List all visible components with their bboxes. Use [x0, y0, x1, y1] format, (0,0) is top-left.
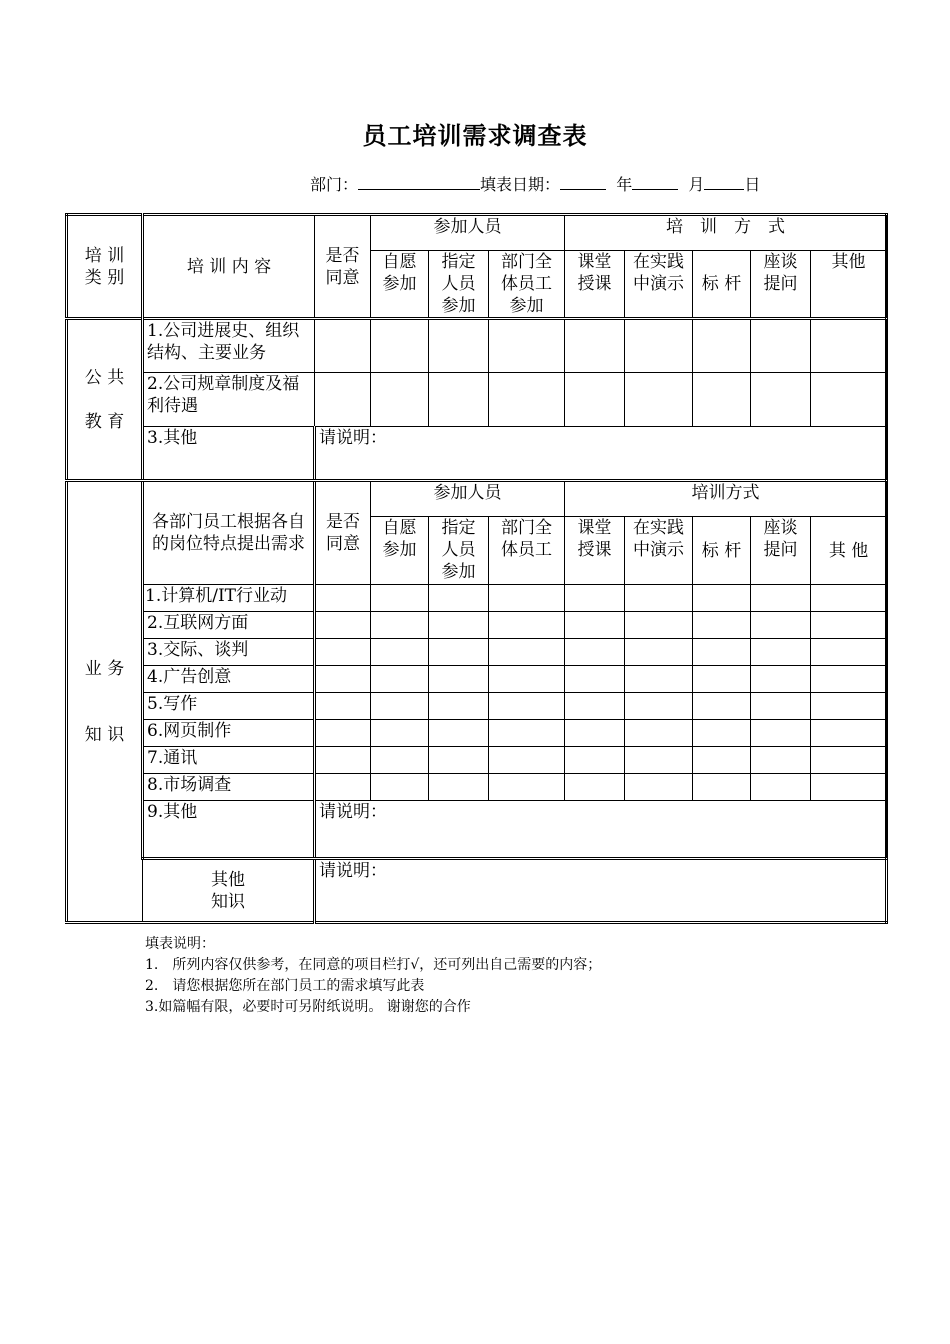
category-public: 公 共 教 育	[67, 319, 143, 481]
business-item-5: 5.写作	[143, 693, 315, 720]
business-item-2-all-staff[interactable]	[489, 612, 565, 639]
business-item-7-assigned[interactable]	[429, 747, 489, 774]
business-item-2: 2.互联网方面	[143, 612, 315, 639]
header-content: 培 训 内 容	[143, 215, 315, 319]
business-item-3-voluntary[interactable]	[371, 639, 429, 666]
business-item-1-assigned[interactable]	[429, 585, 489, 612]
public-item-2-discussion[interactable]	[751, 373, 811, 427]
business-item-1-other[interactable]	[811, 585, 887, 612]
business-col-classroom: 课堂 授课	[565, 517, 625, 585]
year-label: 年	[616, 175, 633, 194]
col-benchmark: 标 杆	[693, 251, 751, 319]
year-field[interactable]	[560, 175, 606, 190]
note-item: 2. 请您根据您所在部门员工的需求填写此表	[145, 978, 425, 994]
business-item-7-other[interactable]	[811, 747, 887, 774]
business-header-participants: 参加人员	[371, 481, 565, 517]
business-col-discussion: 座谈 提问	[751, 517, 811, 585]
business-item-4-classroom[interactable]	[565, 666, 625, 693]
business-item-3-assigned[interactable]	[429, 639, 489, 666]
business-header-method: 培训方式	[565, 481, 887, 517]
business-item-5-assigned[interactable]	[429, 693, 489, 720]
business-item-5-benchmark[interactable]	[693, 693, 751, 720]
business-item-4-assigned[interactable]	[429, 666, 489, 693]
business-item-6-all-staff[interactable]	[489, 720, 565, 747]
day-field[interactable]	[704, 175, 744, 190]
business-item-3-other[interactable]	[811, 639, 887, 666]
business-item-8-voluntary[interactable]	[371, 774, 429, 801]
public-item-2-benchmark[interactable]	[693, 373, 751, 427]
category-business: 业 务 知 识	[67, 481, 143, 923]
date-label: 填表日期：	[480, 175, 561, 194]
business-item-7-practice[interactable]	[625, 747, 693, 774]
public-item-1-all-staff[interactable]	[489, 319, 565, 373]
department-field[interactable]	[358, 175, 480, 190]
business-item-4-agree[interactable]	[315, 666, 371, 693]
business-item-1-classroom[interactable]	[565, 585, 625, 612]
business-item-2-classroom[interactable]	[565, 612, 625, 639]
business-item-2-discussion[interactable]	[751, 612, 811, 639]
business-item-3-benchmark[interactable]	[693, 639, 751, 666]
day-label: 日	[744, 175, 761, 194]
business-item-7-agree[interactable]	[315, 747, 371, 774]
public-item-3: 3.其他	[143, 427, 315, 481]
public-explain-field[interactable]: 请说明：	[315, 427, 887, 481]
business-item-2-voluntary[interactable]	[371, 612, 429, 639]
business-item-2-agree[interactable]	[315, 612, 371, 639]
business-col-practice: 在实践 中演示	[625, 517, 693, 585]
note-item: 1. 所列内容仅供参考，在同意的项目栏打√，还可列出自己需要的内容；	[145, 957, 602, 973]
public-item-1-discussion[interactable]	[751, 319, 811, 373]
business-item-8-other[interactable]	[811, 774, 887, 801]
public-item-1-practice[interactable]	[625, 319, 693, 373]
business-item-7-benchmark[interactable]	[693, 747, 751, 774]
header-category: 培 训 类 别	[67, 215, 143, 319]
category-other: 其他 知识	[143, 859, 315, 923]
public-item-2-agree[interactable]	[315, 373, 371, 427]
form-notes	[145, 934, 601, 1018]
business-item-6-assigned[interactable]	[429, 720, 489, 747]
public-item-2-all-staff[interactable]	[489, 373, 565, 427]
business-item-6-practice[interactable]	[625, 720, 693, 747]
public-item-2-voluntary[interactable]	[371, 373, 429, 427]
business-item-4-all-staff[interactable]	[489, 666, 565, 693]
business-item-8-assigned[interactable]	[429, 774, 489, 801]
business-item-3-agree[interactable]	[315, 639, 371, 666]
business-item-5-practice[interactable]	[625, 693, 693, 720]
header-method: 培 训 方 式	[565, 215, 887, 251]
business-item-3-discussion[interactable]	[751, 639, 811, 666]
business-item-8-practice[interactable]	[625, 774, 693, 801]
business-item-6-benchmark[interactable]	[693, 720, 751, 747]
business-item-2-benchmark[interactable]	[693, 612, 751, 639]
business-item-6-agree[interactable]	[315, 720, 371, 747]
public-item-2-assigned[interactable]	[429, 373, 489, 427]
business-col-voluntary: 自愿 参加	[371, 517, 429, 585]
business-item-3-all-staff[interactable]	[489, 639, 565, 666]
business-item-1-practice[interactable]	[625, 585, 693, 612]
public-item-1-voluntary[interactable]	[371, 319, 429, 373]
business-item-6-voluntary[interactable]	[371, 720, 429, 747]
business-intro: 各部门员工根据各自的岗位特点提出需求	[143, 481, 315, 585]
business-item-1: 1.计算机/IT行业动	[143, 585, 315, 612]
business-item-3-classroom[interactable]	[565, 639, 625, 666]
public-item-2-other[interactable]	[811, 373, 887, 427]
business-col-assigned: 指定 人员 参加	[429, 517, 489, 585]
business-item-4-benchmark[interactable]	[693, 666, 751, 693]
public-item-1: 1.公司进展史、组织结构、主要业务	[143, 319, 315, 373]
business-item-8-discussion[interactable]	[751, 774, 811, 801]
business-item-4-voluntary[interactable]	[371, 666, 429, 693]
public-item-1-other[interactable]	[811, 319, 887, 373]
business-item-8-benchmark[interactable]	[693, 774, 751, 801]
business-item-1-agree[interactable]	[315, 585, 371, 612]
business-item-1-all-staff[interactable]	[489, 585, 565, 612]
business-item-2-assigned[interactable]	[429, 612, 489, 639]
col-classroom: 课堂 授课	[565, 251, 625, 319]
business-item-5-classroom[interactable]	[565, 693, 625, 720]
business-item-5-all-staff[interactable]	[489, 693, 565, 720]
business-item-6-other[interactable]	[811, 720, 887, 747]
header-agree: 是否 同意	[315, 215, 371, 319]
col-discussion: 座谈 提问	[751, 251, 811, 319]
business-item-6: 6.网页制作	[143, 720, 315, 747]
notes-heading: 填表说明：	[145, 936, 215, 952]
col-voluntary: 自愿 参加	[371, 251, 429, 319]
business-item-8-classroom[interactable]	[565, 774, 625, 801]
month-field[interactable]	[632, 175, 678, 190]
business-item-4: 4.广告创意	[143, 666, 315, 693]
business-item-5-voluntary[interactable]	[371, 693, 429, 720]
note-item: 3.如篇幅有限，必要时可另附纸说明。 谢谢您的合作	[145, 999, 471, 1015]
col-all-staff: 部门全 体员工 参加	[489, 251, 565, 319]
business-col-benchmark: 标 杆	[693, 517, 751, 585]
public-item-1-assigned[interactable]	[429, 319, 489, 373]
business-item-7-all-staff[interactable]	[489, 747, 565, 774]
other-explain-field[interactable]: 请说明：	[315, 859, 887, 923]
public-item-1-benchmark[interactable]	[693, 319, 751, 373]
business-item-7: 7.通讯	[143, 747, 315, 774]
public-item-1-classroom[interactable]	[565, 319, 625, 373]
month-label: 月	[688, 175, 705, 194]
public-item-2: 2.公司规章制度及福利待遇	[143, 373, 315, 427]
business-header-agree: 是否 同意	[315, 481, 371, 585]
business-item-9: 9.其他	[143, 801, 315, 859]
business-item-6-classroom[interactable]	[565, 720, 625, 747]
col-other: 其他	[811, 251, 887, 319]
survey-table	[65, 213, 888, 924]
business-explain-field[interactable]: 请说明：	[315, 801, 887, 859]
business-item-8-agree[interactable]	[315, 774, 371, 801]
business-item-6-discussion[interactable]	[751, 720, 811, 747]
business-item-4-practice[interactable]	[625, 666, 693, 693]
form-meta	[310, 172, 760, 195]
business-item-4-other[interactable]	[811, 666, 887, 693]
business-item-8-all-staff[interactable]	[489, 774, 565, 801]
public-item-1-agree[interactable]	[315, 319, 371, 373]
business-item-7-discussion[interactable]	[751, 747, 811, 774]
col-practice: 在实践 中演示	[625, 251, 693, 319]
department-label: 部门：	[310, 175, 359, 194]
business-item-7-classroom[interactable]	[565, 747, 625, 774]
business-item-2-practice[interactable]	[625, 612, 693, 639]
business-item-3-practice[interactable]	[625, 639, 693, 666]
form-title: 员工培训需求调查表	[362, 122, 588, 150]
business-item-3: 3.交际、谈判	[143, 639, 315, 666]
business-col-other: 其 他	[811, 517, 887, 585]
business-item-5-other[interactable]	[811, 693, 887, 720]
business-item-5-agree[interactable]	[315, 693, 371, 720]
business-item-8: 8.市场调查	[143, 774, 315, 801]
business-item-4-discussion[interactable]	[751, 666, 811, 693]
business-item-5-discussion[interactable]	[751, 693, 811, 720]
business-item-2-other[interactable]	[811, 612, 887, 639]
public-item-2-classroom[interactable]	[565, 373, 625, 427]
business-col-all-staff: 部门全 体员工	[489, 517, 565, 585]
business-item-1-benchmark[interactable]	[693, 585, 751, 612]
business-item-1-discussion[interactable]	[751, 585, 811, 612]
public-item-2-practice[interactable]	[625, 373, 693, 427]
header-participants: 参加人员	[371, 215, 565, 251]
col-assigned: 指定 人员 参加	[429, 251, 489, 319]
business-item-1-voluntary[interactable]	[371, 585, 429, 612]
business-item-7-voluntary[interactable]	[371, 747, 429, 774]
